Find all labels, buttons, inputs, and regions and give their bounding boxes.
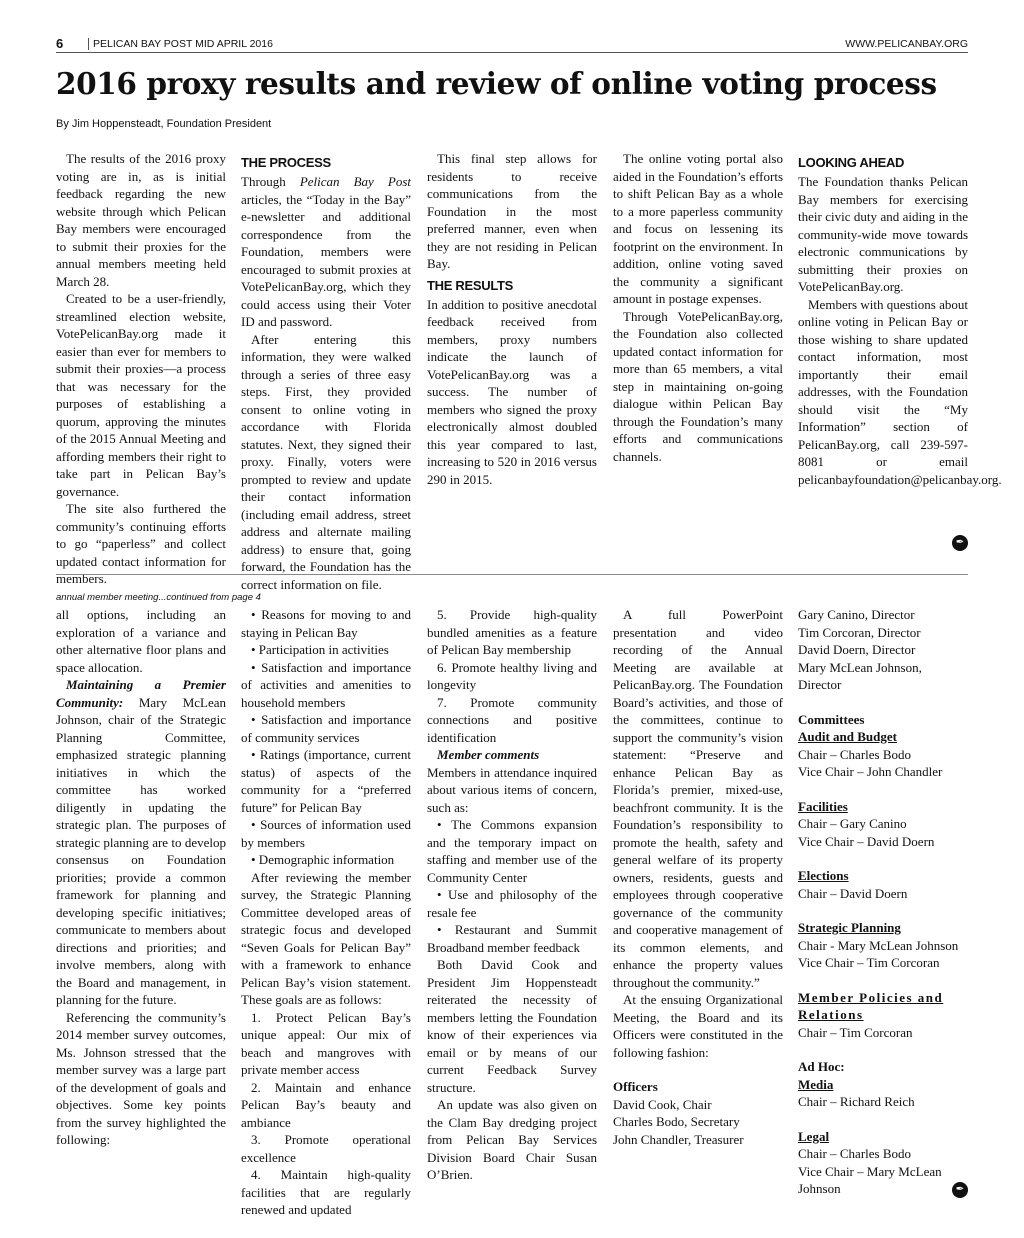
paragraph: A full PowerPoint presentation and video recording of the Annual Meeting are available at PelicanBay.org. The Foundation Board’s activities, and those of the committees, continue to support the community’s vision statement: “Preserve and enhance Pelican Bay as Florida’s premier, mixed-use, beachfront community. It is the Foundation’s responsibility to promote the health, safety and general welfare of its property owners, residents, guests and employees through cooperative governance of the community and cooperative management of its common elements, and enhance the property values throughout the community.” [613,607,783,990]
committee-block [798,867,968,902]
section-heading-process: THE PROCESS [241,155,331,170]
paragraph: Created to be a user-friendly, streamlined election website, VotePelicanBay.org made it easier than ever for members to submit their proxies—a process that was necessary for the purposes of establishing a quorum, approving the minutes of the 2015 Annual Meeting and affording members their right to take part in Pelican Bay’s governance. [56,291,226,499]
paragraph: Through VotePelicanBay.org, the Foundation also collected updated contact information for more than 65 members, a vital step in maintaining on-going dialogue within Pelican Bay through the Foundation’s many efforts and communications channels. [613,308,783,464]
paragraph: The site also furthered the community’s continuing efforts to go “paperless” and collect updated contact information for members. [56,501,226,586]
paragraph: Members with questions about online voting in Pelican Bay or those wishing to share updated contact information, most importantly their email addresses, with the Foundation should visit the “My Information” section of PelicanBay.org, call 239-597-8081 or email pelicanbayfoundation@pelicanbay.org. [798,296,1002,487]
list-item: • Reasons for moving to and staying in Pelican Bay [241,607,411,640]
continued-column-5 [798,606,968,1198]
committee-line: Chair – Tim Corcoran [798,1024,913,1040]
committee-heading: Media [798,1076,834,1092]
adhoc-heading: Ad Hoc: [798,1059,845,1074]
paragraph: This final step allows for residents to receive communications from the Foundation in the most preferred manner, even when they are not residing in Pelican Bay. [427,151,597,271]
continued-column-2 [241,606,411,1219]
article-column-1 [56,150,226,588]
committees-block [798,711,968,781]
adhoc-block [798,1058,968,1111]
director-line: Mary McLean Johnson, Director [798,659,922,692]
paragraph: After reviewing the member survey, the Strategic Planning Committee developed areas of strategic focus and developed “Seven Goals for Pelican Bay” with a framework to enhance Pelican Bay’s vision statement. These goals are as follows: [241,869,411,1007]
page-header [56,36,968,53]
director-line: David Doern, Director [798,642,916,657]
list-item: 4. Maintain high-quality facilities that are regularly renewed and updated [241,1167,411,1217]
list-item: • Ratings (importance, current status) of aspects of the community for a “preferred future” for Pelican Bay [241,747,411,815]
paragraph: Maintaining a Premier Community: Mary McLean Johnson, chair of the Strategic Planning Committee, emphasized strategic planning initiatives in which the committee has worked diligently in updating the strategic plan. The purposes of strategic planning are to develop consensus on Foundation priorities; provide a common framework for planning and developing specific initiatives; communicate to members about directions and priorities; and involve members, along with the Board and management, in planning for the future. [56,677,226,1007]
paragraph: The online voting portal also aided in the Foundation’s efforts to shift Pelican Bay as a whole to a more paperless community and focus on lessening its footprint on the environment. In addition, online voting saved the community a significant amount in postage expenses. [613,151,783,306]
committee-line: Vice Chair – John Chandler [798,764,943,779]
committee-block [798,989,968,1042]
committee-line: Chair – David Doern [798,885,908,901]
page-number: 6 [56,36,64,51]
committee-heading: Facilities [798,798,848,814]
pelican-end-mark-icon: ✒ [952,1182,968,1198]
article-column-3 [427,150,597,488]
list-item: • Sources of information used by members [241,817,411,850]
paragraph: The Foundation thanks Pelican Bay members for exercising their civic duty and aiding in the community-wide move towards electronic communications by submitting their proxies on VotePelicanBay.org. [798,174,968,294]
officers-block [613,1078,783,1148]
website-url[interactable]: WWW.PELICANBAY.ORG [845,38,968,50]
committees-heading: Committees [798,711,865,727]
committee-line: Vice Chair – David Doern [798,833,935,849]
continued-column-1 [56,606,226,1149]
committee-block [798,798,968,851]
article-column-5 [798,150,1002,488]
committee-heading: Audit and Budget [798,729,897,744]
list-item: 1. Protect Pelican Bay’s unique appeal: Our mix of beach and mangroves with private member access [241,1009,411,1077]
list-item: 3. Promote operational excellence [241,1132,411,1165]
continued-label: annual member meeting...continued from page 4 [56,592,261,603]
committee-line: Chair – Charles Bodo [798,1146,912,1161]
officer-line: David Cook, Chair [613,1096,712,1112]
committee-line: Vice Chair – Mary McLean Johnson [798,1163,942,1196]
committee-line: Chair – Charles Bodo [798,746,912,762]
article-column-4 [613,150,783,465]
paragraph: In addition to positive anecdotal feedback received from members, proxy numbers indicate the launch of VotePelicanBay.org was a success. The number of members who signed the proxy electronically almost doubled this year compared to last, increasing to 520 in 2016 versus 290 in 2015. [427,296,597,487]
member-comments-heading: Member comments [437,747,540,762]
director-line: Tim Corcoran, Director [798,624,921,640]
headline: 2016 proxy results and review of online voting process [56,66,937,101]
list-item: • Restaurant and Summit Broadband member feedback [427,922,597,955]
committee-heading: Legal [798,1128,830,1144]
paragraph: At the ensuing Organizational Meeting, the Board and its Officers were constituted in the following fashion: [613,992,783,1060]
committee-block [798,1128,968,1198]
byline: By Jim Hoppensteadt, Foundation President [56,118,272,130]
list-item: • The Commons expansion and the temporary impact on staffing and member use of the Community Center [427,817,597,885]
article-column-2 [241,150,411,593]
committee-heading: Member Policies and Relations [798,989,944,1022]
paragraph: Referencing the community’s 2014 member survey outcomes, Ms. Johnson stressed that the member survey was a large part of the development of goals and objectives. Some key points from the survey highlighted the following: [56,1009,226,1147]
officer-line: John Chandler, Treasurer [613,1131,744,1147]
continued-column-4 [613,606,783,1148]
list-item: 5. Provide high-quality bundled amenities as a feature of Pelican Bay membership [427,607,597,657]
committee-line: Vice Chair – Tim Corcoran [798,955,940,970]
list-item: • Participation in activities [251,642,389,657]
paragraph: all options, including an exploration of a variance and other alternative floor plans and space allocation. [56,607,226,675]
pelican-end-mark-icon: ✒ [952,535,968,551]
list-item: 2. Maintain and enhance Pelican Bay’s beauty and ambiance [241,1079,411,1130]
list-item: • Use and philosophy of the resale fee [427,887,597,920]
paragraph: Members in attendance inquired about various items of concern, such as: [427,764,597,815]
committee-heading: Elections [798,868,849,883]
section-heading-looking-ahead: LOOKING AHEAD [798,155,905,170]
paragraph: An update was also given on the Clam Bay dredging project from Pelican Bay Services Division Board Chair Susan O’Brien. [427,1097,597,1182]
committee-line: Chair – Gary Canino [798,816,907,831]
committee-block [798,919,968,972]
paragraph: After entering this information, they were walked through a series of three easy steps. First, they provided consent to online voting in accordance with Florida statutes. Next, they signed their proxy. Finally, voters were prompted to review and update their contact information (including email address, street address and alternate mailing address) to ensure that, going forward, the Foundation has the correct information on file. [241,331,411,592]
committee-line: Chair – Richard Reich [798,1094,915,1109]
director-line: Gary Canino, Director [798,607,915,622]
continued-column-3 [427,606,597,1184]
section-divider [56,574,968,575]
officers-heading: Officers [613,1079,658,1094]
paragraph: Both David Cook and President Jim Hoppensteadt reiterated the necessity of members letting the Foundation know of their experiences via email or by means of our current Feedback Survey structure. [427,957,597,1095]
list-item: • Satisfaction and importance of community services [241,712,411,745]
section-heading-results: THE RESULTS [427,277,514,293]
paragraph: The results of the 2016 proxy voting are in, as is initial feedback regarding the new website through which Pelican Bay members were encouraged to submit their proxies for the annual members meeting held March 28. [56,151,226,289]
committee-line: Chair - Mary McLean Johnson [798,937,959,953]
paragraph: Through Pelican Bay Post articles, the “Today in the Bay” e-newsletter and additional correspondence from the Foundation, members were encouraged to submit proxies at VotePelicanBay.org, which they could access using their Voter ID and password. [241,174,411,329]
list-item: 7. Promote community connections and positive identification [427,694,597,745]
publication-name: PELICAN BAY POST MID APRIL 2016 [88,38,273,50]
committee-heading: Strategic Planning [798,920,901,935]
list-item: • Satisfaction and importance of activities and amenities to household members [241,659,411,710]
officer-line: Charles Bodo, Secretary [613,1114,740,1129]
list-item: • Demographic information [251,852,395,867]
list-item: 6. Promote healthy living and longevity [427,659,597,692]
